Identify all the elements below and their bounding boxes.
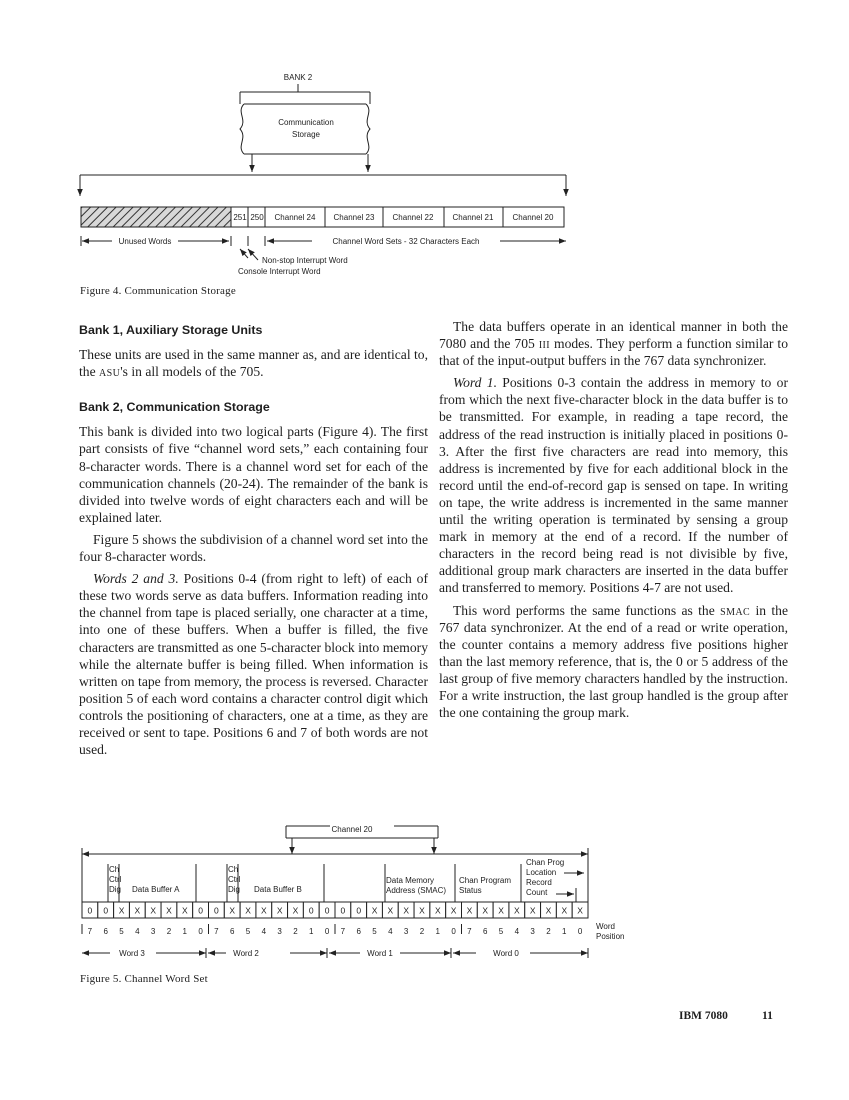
position-number: 2: [166, 927, 172, 936]
position-number: 0: [451, 927, 456, 936]
cell-value: X: [403, 905, 409, 916]
cell-value: X: [134, 905, 141, 916]
channel-word-sets-label: Channel Word Sets - 32 Characters Each: [332, 237, 480, 246]
cell-value: X: [181, 905, 188, 916]
console-interrupt-label: Console Interrupt Word: [238, 267, 321, 276]
cell-value: X: [229, 905, 236, 916]
cell-value: X: [577, 905, 583, 916]
position-number: 5: [498, 927, 504, 936]
section-heading: Bank 2, Communication Storage: [79, 400, 270, 415]
word-span-label: Word 3: [119, 949, 145, 958]
position-number: 6: [482, 927, 488, 936]
page-number: 11: [762, 1010, 773, 1022]
cell-value: 0: [324, 905, 330, 916]
position-number: 2: [293, 927, 298, 936]
cell-value: X: [498, 905, 504, 916]
position-number: 5: [245, 927, 251, 936]
right-column: [439, 318, 788, 726]
nonstop-interrupt-label: Non-stop Interrupt Word: [262, 256, 348, 265]
field-label: Status: [459, 886, 482, 895]
channel-cell: Channel 21: [452, 213, 494, 222]
position-number: 3: [150, 927, 156, 936]
position-number: 1: [309, 927, 314, 936]
figure-4-caption: Figure 4. Communication Storage: [80, 285, 236, 297]
cell-value: 0: [214, 905, 219, 916]
position-number: 0: [198, 927, 203, 936]
paragraph: These units are used in the same manner as, and are identical to, the asu's in all models of the 705.: [79, 347, 428, 380]
channel-cell: Channel 20: [512, 213, 554, 222]
position-number: 6: [103, 927, 108, 936]
position-number: 4: [261, 927, 267, 936]
channel-cell: Channel 23: [333, 213, 375, 222]
position-number: 1: [182, 927, 188, 936]
cell-value: X: [529, 905, 536, 916]
position-number: 3: [530, 927, 535, 936]
position-number: 1: [562, 927, 567, 936]
field-label: Ch: [228, 865, 239, 874]
word-position-label: Position: [596, 932, 625, 941]
bank-label: BANK 2: [283, 73, 313, 82]
cell-value: X: [545, 905, 552, 916]
cell-value: 0: [308, 905, 314, 916]
position-number: 0: [577, 927, 583, 936]
field-label: Record: [526, 878, 552, 887]
position-number: 7: [340, 927, 346, 936]
word-251: 251: [233, 213, 247, 222]
field-label: Data Buffer B: [254, 885, 302, 894]
cell-value: X: [561, 905, 568, 916]
field-label: Data Buffer A: [132, 885, 180, 894]
figure-5-caption: Figure 5. Channel Word Set: [80, 973, 208, 985]
position-number: 3: [277, 927, 282, 936]
unused-words-label: Unused Words: [118, 237, 172, 246]
position-number: 6: [356, 927, 361, 936]
paragraph: Words 2 and 3. Positions 0-4 (from right to left) of each of these two words serve as data buffers. Information reading into the channel from tape is placed serially, one character at a time, into one of these buffers. When a buffer is filled, the five characters are transmitted as one 5-character block into memory while the alternate buffer is being filled. When information is written on tape from memory, the process is reversed. Character position 5 of each word contains a character control digit which controls the positioning of characters, one at a time, as they are received or sent to tape. Positions 6 and 7 of both words are not used.: [79, 571, 429, 758]
word-span-label: Word 1: [367, 949, 393, 958]
field-label: Ch: [109, 865, 120, 874]
cell-value: 0: [198, 905, 203, 916]
cell-value: X: [434, 905, 441, 916]
cell-value: 0: [356, 905, 362, 916]
unused-words-area: [81, 207, 231, 227]
figure-4-diagram: [0, 0, 849, 300]
word-span-label: Word 2: [233, 949, 259, 958]
word-250: 250: [250, 213, 264, 222]
position-number: 7: [87, 927, 93, 936]
cell-value: X: [261, 905, 267, 916]
cell-value: X: [387, 905, 394, 916]
cell-value: X: [419, 905, 425, 916]
cell-value: 0: [103, 905, 109, 916]
position-number: 5: [119, 927, 124, 936]
position-number: 7: [467, 927, 472, 936]
paragraph: Word 1. Positions 0-3 contain the address in memory to or from which the next five-character block in the data buffer is to be transmitted. For example, in reading a tape record, the address of the read instruction is initially placed in positions 0-3. After the first five characters are read into memory, this address is incremented by five for each additional block in the record until the end-of-record gap is sensed on tape. In writing on tape, the write address is incremented in the same manner until the writing operation is terminated by sensing a group mark in memory at the end of a record. If the number of characters in the record being read is not divisible by five, additional group mark characters are inserted in the data buffer and transferred to memory. Positions 4-7 are not used.: [439, 375, 788, 596]
channel-cell: Channel 24: [274, 213, 316, 222]
asu-abbrev: asu: [99, 364, 121, 380]
cell-value: X: [514, 905, 520, 916]
storage-label-line-2: Storage: [291, 130, 321, 139]
position-row: [82, 924, 583, 936]
field-label: Count: [526, 888, 548, 897]
cell-value: X: [292, 905, 299, 916]
word-span-label: Word 0: [493, 949, 519, 958]
cell-value: X: [118, 905, 125, 916]
field-label: Chan Program: [459, 876, 512, 885]
field-label: Ctrl: [228, 875, 241, 884]
left-column: [79, 322, 428, 763]
field-label: Dig: [228, 885, 241, 894]
storage-label-line-1: Communication: [278, 118, 334, 127]
position-number: 5: [372, 927, 377, 936]
section-heading: Bank 1, Auxiliary Storage Units: [79, 323, 263, 337]
cell-value: X: [466, 905, 473, 916]
field-label: Dig: [109, 885, 122, 894]
paragraph: Figure 5 shows the subdivision of a channel word set into the four 8-character words.: [79, 531, 428, 565]
footer-model: IBM 7080: [679, 1010, 728, 1022]
position-number: 2: [546, 927, 551, 936]
position-number: 0: [324, 927, 330, 936]
cell-value: X: [245, 905, 251, 916]
cell-value: X: [166, 905, 172, 916]
channel-20-label: Channel 20: [331, 825, 373, 834]
cell-value: 0: [87, 905, 93, 916]
position-number: 4: [135, 927, 140, 936]
position-number: 7: [214, 927, 219, 936]
field-label: Ctrl: [109, 875, 122, 884]
field-label: Data Memory: [386, 876, 435, 885]
figure-5-diagram: [0, 820, 849, 980]
field-label: Chan Prog: [526, 858, 565, 867]
field-label: Location: [526, 868, 557, 877]
position-number: 3: [403, 927, 409, 936]
position-number: 4: [388, 927, 393, 936]
cell-value: X: [482, 905, 489, 916]
cell-row: [82, 902, 588, 918]
position-number: 2: [419, 927, 425, 936]
field-label: Address (SMAC): [386, 886, 447, 895]
paragraph: This word performs the same functions as the smac in the 767 data synchronizer. At the end of a read or write operation, the counter contains a memory address five positions higher than the last memory reference, that is, the 0 or 5 address of the last group of five memory characters handled by the instruction. For a write instruction, the last group handled is the group after the one containing the group mark.: [439, 602, 788, 721]
channel-cell: Channel 22: [392, 213, 434, 222]
paragraph: The data buffers operate in an identical manner in both the 7080 and the 705 iii modes. They perform a function similar to that of the input-output buffers in the 767 data synchronizer.: [439, 319, 789, 369]
cell-value: X: [371, 905, 378, 916]
word-position-label: Word: [596, 922, 615, 931]
cell-value: X: [150, 905, 156, 916]
cell-value: 0: [340, 905, 346, 916]
position-number: 4: [514, 927, 520, 936]
position-number: 1: [435, 927, 441, 936]
cell-value: X: [276, 905, 283, 916]
smac-abbrev: smac: [720, 602, 751, 618]
paragraph: This bank is divided into two logical parts (Figure 4). The first part consists of five “channel word sets,” each containing four 8-character words. There is a channel word set for each of the communication channels (20-24). The remainder of the bank is divided into twelve words of eight characters each and will be explained later.: [79, 424, 428, 525]
position-number: 6: [229, 927, 235, 936]
cell-value: X: [450, 905, 457, 916]
